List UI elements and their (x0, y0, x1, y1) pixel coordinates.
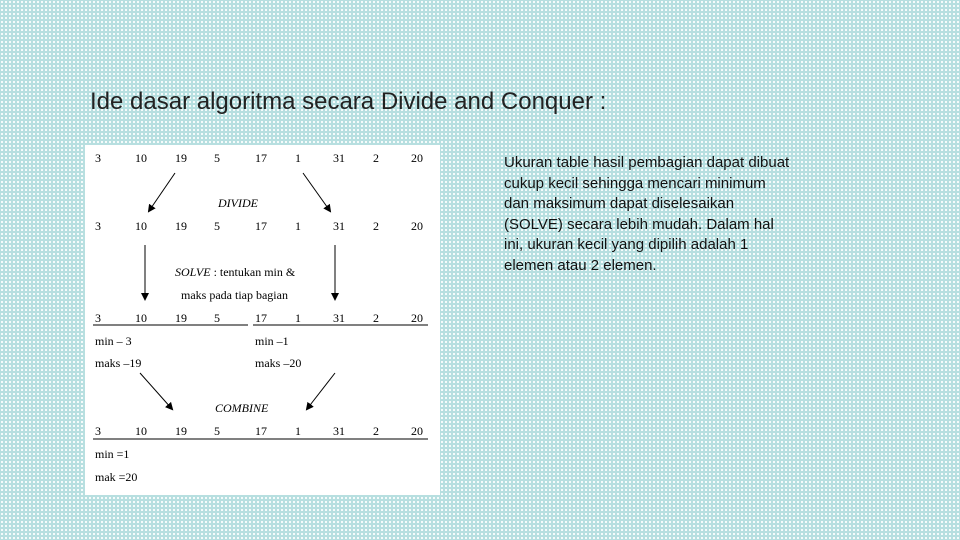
cell: 3 (95, 151, 101, 165)
cell: 10 (135, 424, 147, 438)
left-max: maks –19 (95, 356, 142, 370)
cell: 17 (255, 311, 267, 325)
cell: 10 (135, 311, 147, 325)
cell: 20 (411, 219, 423, 233)
cell: 19 (175, 424, 187, 438)
row-2 (95, 219, 423, 233)
cell: 1 (295, 424, 301, 438)
cell: 10 (135, 219, 147, 233)
cell: 3 (95, 311, 101, 325)
cell: 19 (175, 151, 187, 165)
final-max: mak =20 (95, 470, 138, 484)
explanation-text: Ukuran table hasil pembagian dapat dibuat cukup kecil sehingga mencari minimum dan maksimum dapat diselesaikan (SOLVE) secara lebih mudah. Dalam hal ini, ukuran kecil yang dipilih adalah 1 elemen atau 2 elemen. (504, 154, 790, 274)
cell: 2 (373, 219, 379, 233)
solve-keyword: SOLVE (175, 265, 211, 279)
divide-conquer-diagram (85, 145, 440, 495)
cell: 5 (214, 219, 220, 233)
solve-label-line2: maks pada tiap bagian (181, 288, 288, 302)
cell: 5 (214, 151, 220, 165)
final-min: min =1 (95, 447, 130, 461)
cell: 17 (255, 151, 267, 165)
cell: 20 (411, 424, 423, 438)
right-max: maks –20 (255, 356, 302, 370)
divide-arrow-right (303, 173, 330, 211)
cell: 1 (295, 219, 301, 233)
solve-label (175, 265, 296, 279)
cell: 31 (333, 151, 345, 165)
cell: 20 (411, 151, 423, 165)
row-3 (95, 311, 423, 325)
cell: 19 (175, 219, 187, 233)
cell: 31 (333, 219, 345, 233)
cell: 31 (333, 424, 345, 438)
cell: 2 (373, 151, 379, 165)
cell: 5 (214, 311, 220, 325)
cell: 5 (214, 424, 220, 438)
cell: 10 (135, 151, 147, 165)
combine-arrow-right (307, 373, 335, 409)
row-1 (95, 151, 423, 165)
divide-label: DIVIDE (218, 196, 258, 210)
left-min: min – 3 (95, 334, 132, 348)
cell: 19 (175, 311, 187, 325)
slide-title: Ide dasar algoritma secara Divide and Conquer : (90, 88, 607, 115)
divide-arrow-left (149, 173, 175, 211)
cell: 3 (95, 219, 101, 233)
cell: 2 (373, 424, 379, 438)
solve-text: : tentukan min & (210, 265, 296, 279)
diagram-svg (85, 145, 440, 495)
cell: 31 (333, 311, 345, 325)
cell: 1 (295, 311, 301, 325)
cell: 3 (95, 424, 101, 438)
cell: 20 (411, 311, 423, 325)
combine-label: COMBINE (215, 401, 269, 415)
cell: 17 (255, 424, 267, 438)
row-4 (95, 424, 423, 438)
cell: 2 (373, 311, 379, 325)
cell: 1 (295, 151, 301, 165)
cell: 17 (255, 219, 267, 233)
right-min: min –1 (255, 334, 289, 348)
combine-arrow-left (140, 373, 172, 409)
